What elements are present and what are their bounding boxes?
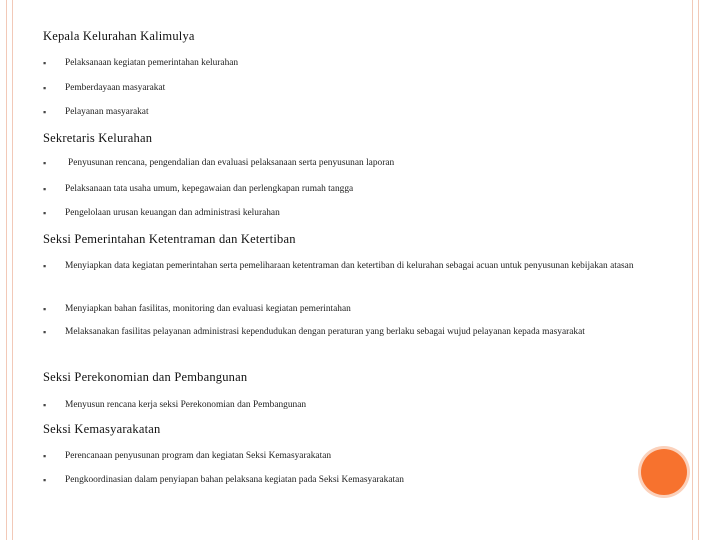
- bullet-icon: ▪: [43, 400, 47, 410]
- section-heading-perekonomian: Seksi Perekonomian dan Pembangunan: [43, 370, 248, 384]
- list-item-text: Pengelolaan urusan keuangan dan administrasi kelurahan: [65, 208, 280, 218]
- list-item: [43, 322, 658, 342]
- list-item: [43, 395, 658, 415]
- list-item: [43, 153, 658, 173]
- list-item: [43, 446, 658, 466]
- list-item-text: Pemberdayaan masyarakat: [65, 83, 166, 93]
- frame-line-right-inner: [692, 0, 693, 540]
- list-item-text: Pelaksanaan kegiatan pemerintahan kelurahan: [65, 58, 239, 68]
- bullet-icon: ▪: [43, 208, 47, 218]
- bullet-icon: ▪: [43, 327, 47, 337]
- list-item: [43, 53, 658, 73]
- bullet-icon: ▪: [43, 475, 47, 485]
- section-heading-sekretaris: Sekretaris Kelurahan: [43, 131, 153, 145]
- frame-line-left-outer: [6, 0, 7, 540]
- bullet-icon: ▪: [43, 83, 47, 93]
- bullet-icon: ▪: [43, 58, 47, 68]
- section-heading-pemerintahan: Seksi Pemerintahan Ketentraman dan Ketertiban: [43, 232, 296, 246]
- list-item-text: Melaksanakan fasilitas pelayanan administrasi kependudukan dengan peraturan yang berlaku sebagai wujud pelayanan kepada masyarakat: [65, 327, 585, 337]
- list-item-text: Pengkoordinasian dalam penyiapan bahan pelaksana kegiatan pada Seksi Kemasyarakatan: [65, 475, 404, 485]
- list-item: [43, 470, 658, 490]
- list-item-text: Pelaksanaan tata usaha umum, kepegawaian dan perlengkapan rumah tangga: [65, 184, 354, 194]
- bullet-icon: ▪: [43, 261, 47, 271]
- slide-page: [20, 0, 688, 540]
- list-item-text: Menyiapkan bahan fasilitas, monitoring dan evaluasi kegiatan pemerintahan: [65, 304, 351, 314]
- list-item: [43, 179, 658, 199]
- section-heading-kemasyarakatan: Seksi Kemasyarakatan: [43, 422, 161, 436]
- list-item-text: Menyiapkan data kegiatan pemerintahan serta pemeliharaan ketentraman dan ketertiban di kelurahan sebagai acuan untuk penyusunan kebijakan atasan: [65, 261, 634, 271]
- list-item-text: Perencanaan penyusunan program dan kegiatan Seksi Kemasyarakatan: [65, 451, 332, 461]
- list-item: [43, 256, 658, 276]
- bullet-icon: ▪: [43, 304, 47, 314]
- bullet-icon: ▪: [43, 107, 47, 117]
- bullet-icon: ▪: [43, 451, 47, 461]
- bullet-icon: ▪: [43, 158, 47, 168]
- bullet-icon: ▪: [43, 184, 47, 194]
- frame-line-right-outer: [698, 0, 699, 540]
- frame-line-left-inner: [12, 0, 13, 540]
- list-item: [43, 299, 658, 319]
- section-heading-kepala-kelurahan: Kepala Kelurahan Kalimulya: [43, 29, 195, 43]
- list-item: [43, 102, 658, 122]
- list-item-text: Pelayanan masyarakat: [65, 107, 149, 117]
- list-item: [43, 78, 658, 98]
- list-item: [43, 203, 658, 223]
- decorative-orange-circle: [641, 449, 687, 495]
- list-item-text: Menyusun rencana kerja seksi Perekonomian dan Pembangunan: [65, 400, 307, 410]
- list-item-text: Penyusunan rencana, pengendalian dan evaluasi pelaksanaan serta penyusunan laporan: [68, 158, 395, 168]
